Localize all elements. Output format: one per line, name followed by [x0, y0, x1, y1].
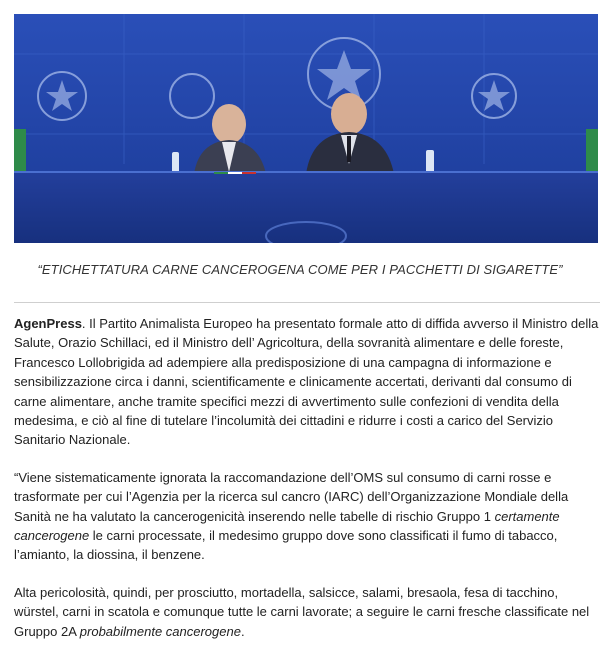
article-paragraph-2	[14, 468, 600, 565]
paragraph-1-text: . Il Partito Animalista Europeo ha presentato formale atto di diffida avverso il Ministro della Salute, Orazio Schillaci, ed il Ministro dell’ Agricoltura, della sovranità alimentare e delle foreste, Francesco Lollobrigida ad adempiere alla predisposizione di una campagna di informazione e sensibilizzazione circa i danni, scientificamente e clinicamente accertati, derivanti dal consumo di carne alimentare, anche tramite specifici mezzi di avvertimento sulle confezioni di vendita della medesima, e ciò al fine di tutelare l’incolumità dei cittadini e ridurre i costi a carico del Servizio Sanitario Nazionale.	[14, 316, 599, 448]
paragraph-3-text-b: .	[240, 623, 245, 639]
article-photo	[14, 14, 598, 243]
paragraph-2-emphasis: certamente cancerogene	[14, 508, 560, 544]
photo-caption: “ETICHETTATURA CARNE CANCEROGENA COME PER I PACCHETTI DI SIGARETTE”	[37, 262, 563, 277]
source-label: AgenPress	[14, 316, 82, 331]
divider	[14, 302, 600, 303]
press-conference-photo	[14, 14, 598, 243]
article-paragraph-3	[14, 583, 600, 641]
paragraph-3-text-a: Alta pericolosità, quindi, per prosciutto, mortadella, salsicce, salami, bresaola, fesa di tacchino, würstel, carni in scatola e comunque tutte le carni lavorate; a seguire le carni fresche classificate nel Gruppo 2A	[14, 584, 590, 639]
article-paragraph-1	[14, 314, 600, 450]
article-body	[14, 314, 600, 659]
paragraph-3-emphasis: probabilmente cancerogene	[79, 623, 241, 639]
paragraph-2-text-b: le carni processate, il medesimo gruppo dove sono classificati il fumo di tabacco, l’amianto, la diossina, il benzene.	[14, 528, 558, 563]
paragraph-2-text-a: “Viene sistematicamente ignorata la raccomandazione dell’OMS sul consumo di carni rosse e trasformate per cui l’Agenzia per la ricerca sul cancro (IARC) dell’Organizzazione Mondiale della Sanità ne ha valutato la cancerogenicità inserendo nelle tabelle di rischio Gruppo 1	[14, 469, 569, 524]
